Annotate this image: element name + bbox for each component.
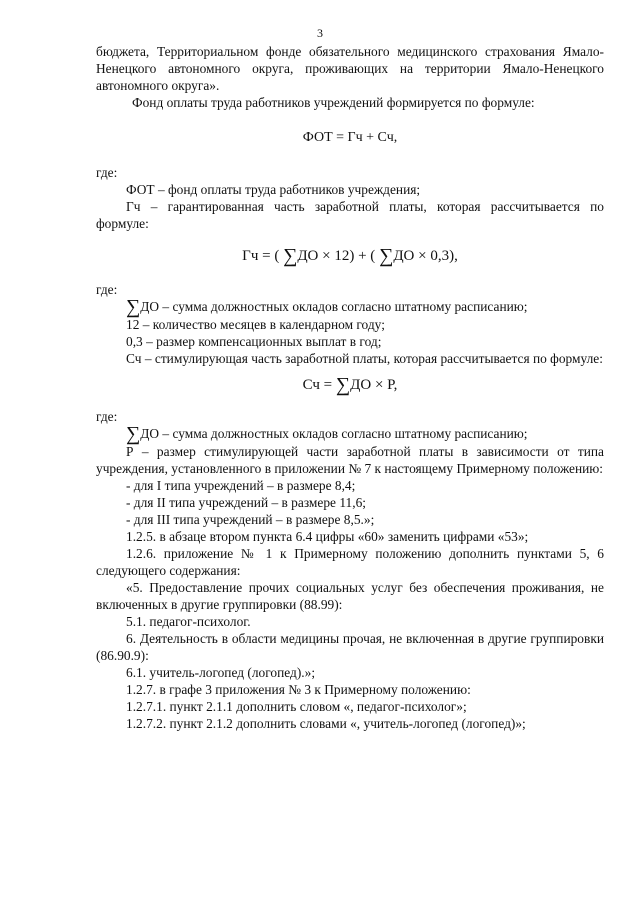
item-6: 6. Деятельность в области медицины прочая, не включенная в другие группировки (86.90.9): [96,631,604,663]
item-6-1: 6.1. учитель-логопед (логопед).»; [126,665,316,680]
definition-p: Р – размер стимулирующей части заработной платы в зависимости от типа учреждения, установленного в приложении № 7 к настоящему Примерному положению: [96,444,604,476]
page-number: 3 [317,26,323,40]
definition-sum-do-1: ∑ДО – сумма должностных окладов согласно штатному расписанию; [126,296,528,318]
item-1-2-5: 1.2.5. в абзаце втором пункта 6.4 цифры «60» заменить цифрами «53»; [126,529,529,544]
where-label-3: где: [96,409,118,424]
definition-12: 12 – количество месяцев в календарном году; [126,317,385,332]
item-1-2-7: 1.2.7. в графе 3 приложения № 3 к Примерному положению: [126,682,471,697]
where-label-1: где: [96,165,118,180]
where-label-2: где: [96,282,118,297]
list-item-type-2: - для II типа учреждений – в размере 11,6; [126,495,366,510]
list-item-type-3: - для III типа учреждений – в размере 8,5.»; [126,512,375,527]
definition-fot: ФОТ – фонд оплаты труда работников учреждения; [126,182,421,197]
formula-fot: ФОТ = Гч + Сч, [302,130,398,145]
document-body [96,43,604,732]
item-1-2-7-2: 1.2.7.2. пункт 2.1.2 дополнить словами «, учитель-логопед (логопед)»; [126,716,526,731]
definition-03: 0,3 – размер компенсационных выплат в год; [126,334,382,349]
definition-gch: Гч – гарантированная часть заработной платы, которая рассчитывается по формуле: [96,199,604,231]
definition-sch: Сч – стимулирующая часть заработной платы, которая рассчитывается по формуле: [126,351,603,366]
item-5-1: 5.1. педагог-психолог. [126,614,251,629]
sum-symbol-icon: ∑ [126,296,141,318]
item-1-2-6: 1.2.6. приложение № 1 к Примерному положению дополнить пунктами 5, 6 следующего содержания: [96,546,604,578]
formula-gch: Гч = ( ∑ДО × 12) + ( ∑ДО × 0,3), [242,245,458,267]
item-1-2-7-1: 1.2.7.1. пункт 2.1.1 дополнить словом «, педагог-психолог»; [126,699,467,714]
formula-sch: Сч = ∑ДО × Р, [302,374,398,396]
list-item-type-1: - для I типа учреждений – в размере 8,4; [126,478,356,493]
sum-symbol-icon: ∑ [126,423,141,445]
sum-symbol-icon: ∑ [283,245,298,267]
paragraph-intro: бюджета, Территориальном фонде обязательного медицинского страхования Ямало-Ненецкого автономного округа, проживающих на территории Ямало-Ненецкого автономного округа». [96,44,604,93]
sum-symbol-icon: ∑ [335,374,351,396]
item-5-quote: «5. Предоставление прочих социальных услуг без обеспечения проживания, не включенных в другие группировки (88.99): [96,580,604,612]
definition-sum-do-2: ∑ДО – сумма должностных окладов согласно штатному расписанию; [126,423,528,445]
sum-symbol-icon: ∑ [379,245,394,267]
paragraph-fot-formula-intro: Фонд оплаты труда работников учреждений формируется по формуле: [132,95,535,110]
